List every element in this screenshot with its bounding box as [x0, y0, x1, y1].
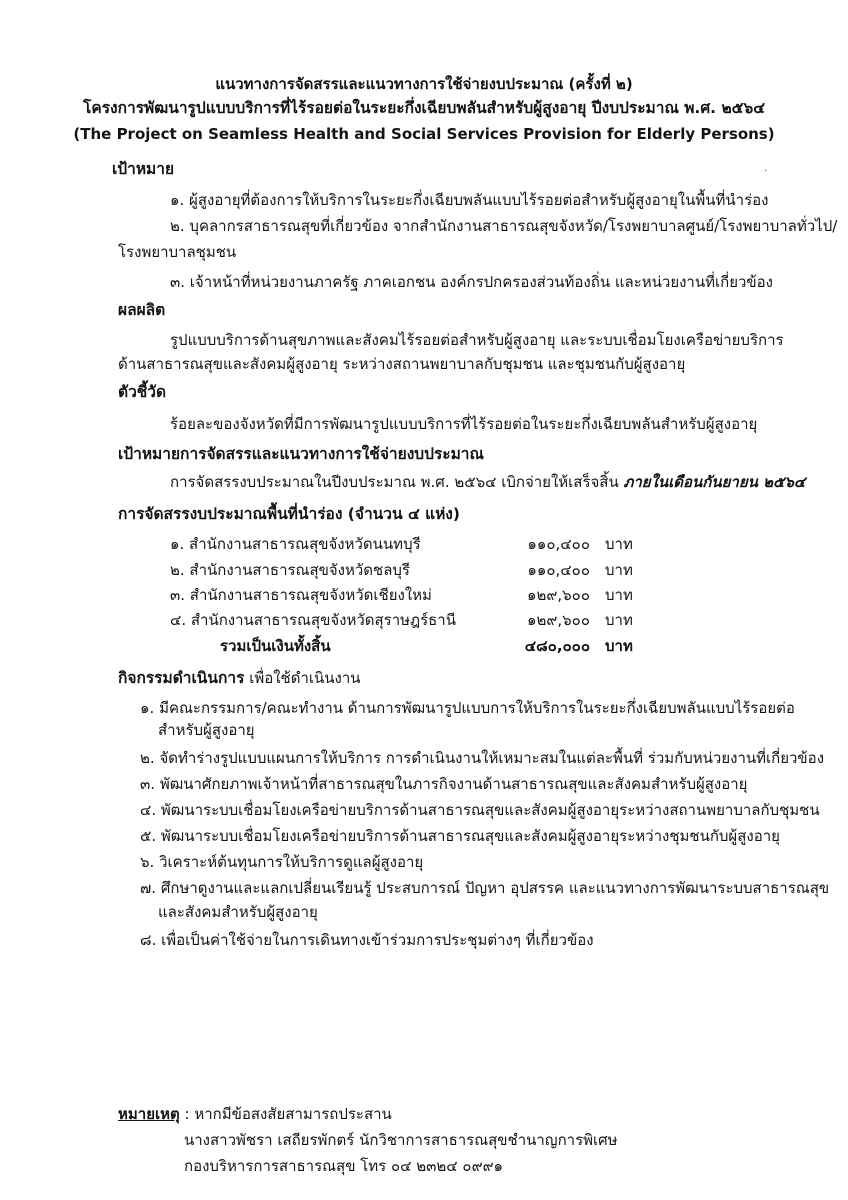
budget-unit: บาท	[605, 561, 633, 579]
budget-unit: บาท	[605, 586, 633, 604]
budget-amount: ๑๒๙,๖๐๐	[527, 611, 590, 629]
note-colon: :	[179, 1105, 195, 1123]
budget-office-name: ๑. สำนักงานสาธารณสุขจังหวัดนนทบุรี	[170, 535, 421, 553]
allocation-goal-heading: เป้าหมายการจัดสรรและแนวทางการใช้จ่ายงบประมาณ	[118, 445, 484, 463]
activity-item	[140, 746, 824, 770]
note-label: หมายเหตุ	[118, 1105, 180, 1123]
activity-item	[140, 876, 829, 900]
allocation-goal-text	[170, 470, 805, 494]
activity-item	[140, 850, 423, 874]
budget-office-name: ๒. สำนักงานสาธารณสุขจังหวัดชลบุรี	[170, 561, 410, 579]
project-title: โครงการพัฒนารูปแบบบริการที่ไร้รอยต่อในระยะกึ่งเฉียบพลันสำหรับผู้สูงอายุ ปีงบประมาณ พ.ศ. ๒๕๖๔	[83, 99, 765, 117]
contact-name: นางสาวพัชรา เสถียรพักตร์ นักวิชาการสาธารณสุขชำนาญการพิเศษ	[184, 1131, 618, 1149]
budget-office-name: ๔. สำนักงานสาธารณสุขจังหวัดสุราษฎร์ธานี	[170, 611, 456, 629]
activity-text: มีคณะกรรมการ/คณะทำงาน ด้านการพัฒนารูปแบบการให้บริการในระยะกึ่งเฉียบพลันแบบไร้รอยต่อ	[159, 699, 795, 717]
activity-number: ๓.	[140, 775, 156, 793]
activity-item	[140, 772, 747, 796]
activity-number: ๔.	[140, 801, 157, 819]
goals-heading: เป้าหมาย	[112, 160, 175, 178]
budget-unit: บาท	[605, 535, 633, 553]
allocation-deadline: ภายในเดือนกันยายน ๒๕๖๔	[623, 473, 806, 491]
activity-text: วิเคราะห์ต้นทุนการให้บริการดูแลผู้สูงอายุ	[159, 853, 424, 871]
indicator-heading: ตัวชี้วัด	[118, 383, 167, 401]
activity-item	[140, 824, 780, 848]
budget-total-unit: บาท	[605, 637, 633, 655]
goal-item: ๑. ผู้สูงอายุที่ต้องการให้บริการในระยะกึ่งเฉียบพลันแบบไร้รอยต่อสำหรับผู้สูงอายุในพื้นที่นำร่อง	[170, 191, 769, 209]
budget-row	[170, 558, 640, 582]
goal-item: ๓. เจ้าหน้าที่หน่วยงานภาครัฐ ภาคเอกชน องค์กรปกครองส่วนท้องถิ่น และหน่วยงานที่เกี่ยวข้อง	[170, 273, 774, 291]
outputs-text-line: รูปแบบบริการด้านสุขภาพและสังคมไร้รอยต่อสำหรับผู้สูงอายุ และระบบเชื่อมโยงเครือข่ายบริการ	[170, 331, 784, 349]
goal-item-continuation: โรงพยาบาลชุมชน	[118, 243, 237, 261]
activity-number: ๖.	[140, 853, 155, 871]
contact-org-phone: กองบริหารการสาธารณสุข โทร ๐๔ ๒๓๒๔ ๐๙๙๑	[184, 1157, 504, 1175]
budget-row	[170, 532, 640, 556]
activity-item	[140, 798, 820, 822]
activity-item	[140, 928, 594, 952]
activity-text: จัดทำร่างรูปแบบแผนการให้บริการ การดำเนินงานให้เหมาะสมในแต่ละพื้นที่ ร่วมกับหน่วยงานที่เกี่ยวข้อง	[159, 749, 825, 767]
activity-number: ๕.	[140, 827, 157, 845]
budget-total-row	[170, 634, 640, 658]
document-title: แนวทางการจัดสรรและแนวทางการใช้จ่ายงบประมาณ (ครั้งที่ ๒)	[215, 75, 633, 93]
outputs-heading: ผลผลิต	[118, 301, 166, 319]
outputs-text-line: ด้านสาธารณสุขและสังคมผู้สูงอายุ ระหว่างสถานพยาบาลกับชุมชน และชุมชนกับผู้สูงอายุ	[118, 355, 686, 373]
budget-unit: บาท	[605, 611, 633, 629]
budget-amount: ๑๒๙,๖๐๐	[527, 586, 590, 604]
budget-office-name: ๓. สำนักงานสาธารณสุขจังหวัดเชียงใหม่	[170, 586, 432, 604]
note-line	[118, 1102, 392, 1126]
budget-amount: ๑๑๐,๔๐๐	[527, 535, 590, 553]
activity-text: ศึกษาดูงานและแลกเปลี่ยนเรียนรู้ ประสบการณ์ ปัญหา อุปสรรค และแนวทางการพัฒนาระบบสาธารณสุข	[160, 879, 830, 897]
activities-heading	[118, 666, 361, 690]
budget-total-label: รวมเป็นเงินทั้งสิ้น	[220, 637, 331, 655]
goal-item: ๒. บุคลากรสาธารณสุขที่เกี่ยวข้อง จากสำนักงานสาธารณสุขจังหวัด/โรงพยาบาลศูนย์/โรงพยาบาลทั่วไป/	[170, 217, 838, 235]
budget-amount: ๑๑๐,๔๐๐	[527, 561, 590, 579]
budget-row	[170, 583, 640, 607]
indicator-text: ร้อยละของจังหวัดที่มีการพัฒนารูปแบบบริการที่ไร้รอยต่อในระยะกึ่งเฉียบพลันสำหรับผู้สูงอายุ	[170, 415, 758, 433]
note-text: หากมีข้อสงสัยสามารถประสาน	[194, 1105, 392, 1123]
activity-number: ๒.	[140, 749, 155, 767]
activity-text: พัฒนาศักยภาพเจ้าหน้าที่สาธารณสุขในภารกิจงานด้านสาธารณสุขและสังคมสำหรับผู้สูงอายุ	[159, 775, 748, 793]
allocation-goal-text-prefix: การจัดสรรงบประมาณในปีงบประมาณ พ.ศ. ๒๕๖๔ เบิกจ่ายให้เสร็จสิ้น	[170, 473, 619, 491]
activity-text: พัฒนาระบบเชื่อมโยงเครือข่ายบริการด้านสาธารณสุขและสังคมผู้สูงอายุระหว่างสถานพยาบาลกับชุมชน	[160, 801, 820, 819]
activity-text: เพื่อเป็นค่าใช้จ่ายในการเดินทางเข้าร่วมการประชุมต่างๆ ที่เกี่ยวข้อง	[161, 931, 594, 949]
activity-text-continuation: และสังคมสำหรับผู้สูงอายุ	[158, 903, 318, 921]
activity-item	[140, 696, 795, 720]
scan-speck: ·	[764, 166, 768, 177]
budget-total-amount: ๔๘๐,๐๐๐	[524, 637, 590, 655]
activity-number: ๘.	[140, 931, 157, 949]
pilot-budget-heading: การจัดสรรงบประมาณพื้นที่นำร่อง (จำนวน ๔ แห่ง)	[118, 505, 460, 523]
activities-heading-rest: เพื่อใช้ดำเนินงาน	[249, 669, 361, 687]
activity-number: ๑.	[140, 699, 155, 717]
activity-text: พัฒนาระบบเชื่อมโยงเครือข่ายบริการด้านสาธารณสุขและสังคมผู้สูงอายุระหว่างชุมชนกับผู้สูงอายุ	[160, 827, 780, 845]
activity-number: ๗.	[140, 879, 157, 897]
budget-row	[170, 608, 640, 632]
project-title-english: (The Project on Seamless Health and Social Services Provision for Elderly Persons)	[73, 125, 775, 143]
activity-text-continuation: สำหรับผู้สูงอายุ	[158, 721, 255, 739]
activities-heading-bold: กิจกรรมดำเนินการ	[118, 669, 245, 687]
